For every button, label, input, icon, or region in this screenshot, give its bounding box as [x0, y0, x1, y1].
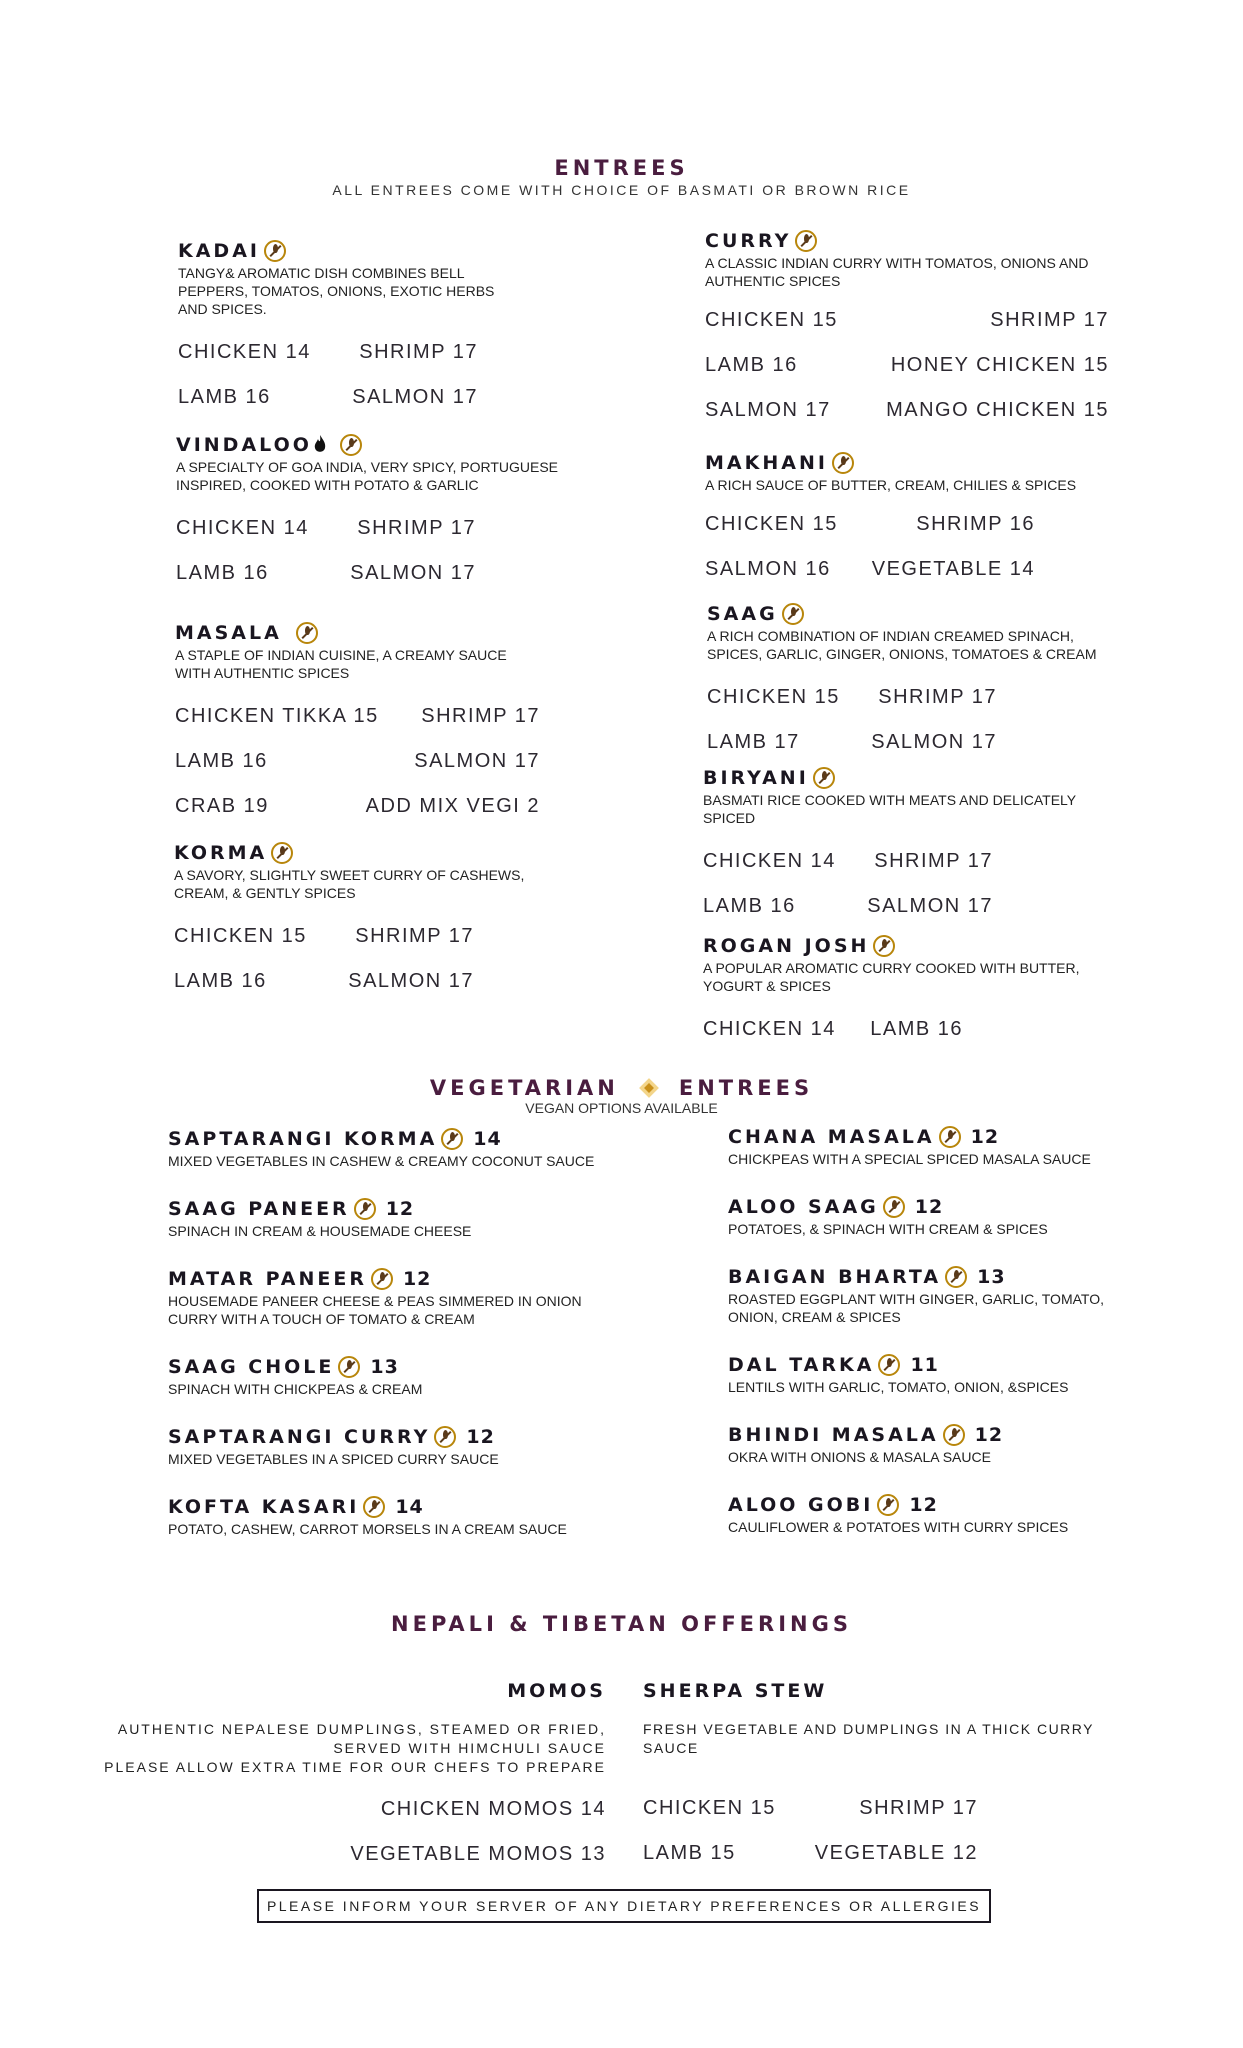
price-cell: SHRIMP 17 [990, 309, 1109, 331]
price-cell: LAMB 16 [705, 354, 798, 376]
price-cell: SHRIMP 17 [874, 850, 993, 872]
price-cell: SALMON 17 [348, 970, 474, 992]
entrees-subtitle: ALL ENTREES COME WITH CHOICE OF BASMATI OR BROWN RICE [332, 182, 911, 198]
veg-price: 14 [395, 1496, 424, 1518]
entree-saag [707, 603, 1117, 765]
price-cell: LAMB 16 [703, 895, 796, 917]
price-cell: MANGO CHICKEN 15 [886, 399, 1109, 421]
halal-badge-icon [832, 452, 854, 474]
veg-name: KOFTA KASARI [168, 1496, 360, 1518]
momos-desc-line: AUTHENTIC NEPALESE DUMPLINGS, STEAMED OR FRIED, [117, 1721, 606, 1737]
price-cell: CHICKEN 14 [178, 341, 311, 363]
price-cell: HONEY CHICKEN 15 [890, 354, 1109, 376]
price-cell: CHICKEN 14 [703, 1018, 836, 1040]
price-cell: SALMON 17 [705, 399, 831, 421]
vegetarian-title-left: VEGETARIAN [429, 1076, 619, 1100]
halal-badge-icon [943, 1424, 965, 1446]
halal-badge-icon [883, 1196, 905, 1218]
price-cell: CHICKEN 15 [705, 309, 838, 331]
sherpa-stew-name: SHERPA STEW [643, 1680, 828, 1702]
entree-desc: A RICH COMBINATION OF INDIAN CREAMED SPINACH, SPICES, GARLIC, GINGER, ONIONS, TOMATOES & CREAM [707, 628, 1097, 662]
price-cell: SHRIMP 17 [878, 686, 997, 708]
entree-desc: A POPULAR AROMATIC CURRY COOKED WITH BUTTER, YOGURT & SPICES [703, 960, 1080, 994]
entree-name: SAAG [707, 603, 778, 625]
price-cell: LAMB 15 [643, 1842, 736, 1864]
price-cell: SALMON 17 [350, 562, 476, 584]
entree-korma [174, 842, 544, 1004]
price-cell: VEGETABLE 12 [814, 1842, 978, 1864]
veg-name: SAAG PANEER [168, 1198, 350, 1220]
veg-desc: SPINACH WITH CHICKPEAS & CREAM [168, 1381, 423, 1397]
veg-name: ALOO GOBI [728, 1494, 874, 1516]
halal-badge-icon [795, 230, 817, 252]
veg-name: SAPTARANGI CURRY [168, 1426, 431, 1448]
price-cell: CHICKEN TIKKA 15 [175, 705, 379, 727]
momos-desc-line: PLEASE ALLOW EXTRA TIME FOR OUR CHEFS TO PREPARE [104, 1759, 606, 1775]
veg-desc: CAULIFLOWER & POTATOES WITH CURRY SPICES [728, 1519, 1069, 1535]
entree-name: MAKHANI [705, 452, 828, 474]
veg-price: 12 [970, 1126, 1000, 1148]
price-cell: CHICKEN 15 [643, 1797, 776, 1819]
veg-item [168, 1356, 628, 1398]
halal-badge-icon [813, 767, 835, 789]
veg-item [728, 1494, 1138, 1536]
price-cell: CHICKEN MOMOS 14 [380, 1798, 606, 1820]
entree-desc: TANGY& AROMATIC DISH COMBINES BELL PEPPERS, TOMATOS, ONIONS, EXOTIC HERBS AND SPICES. [178, 265, 495, 317]
veg-desc: HOUSEMADE PANEER CHEESE & PEAS SIMMERED IN ONION CURRY WITH A TOUCH OF TOMATO & CREAM [168, 1293, 582, 1327]
veg-price: 12 [914, 1196, 944, 1218]
veg-price: 14 [473, 1128, 502, 1150]
halal-badge-icon [338, 1356, 360, 1378]
price-cell: CHICKEN 14 [703, 850, 836, 872]
entree-desc: A RICH SAUCE OF BUTTER, CREAM, CHILIES & SPICES [705, 477, 1077, 493]
entree-masala [175, 622, 545, 829]
veg-name: BAIGAN BHARTA [728, 1266, 942, 1288]
veg-desc: LENTILS WITH GARLIC, TOMATO, ONION, &SPICES [728, 1379, 1069, 1395]
halal-badge-icon [371, 1268, 393, 1290]
veg-price: 13 [977, 1266, 1006, 1288]
halal-badge-icon [296, 622, 318, 644]
entree-name: KORMA [174, 842, 268, 864]
price-cell: SHRIMP 17 [359, 341, 478, 363]
entree-name: ROGAN JOSH [703, 935, 870, 957]
halal-badge-icon [939, 1126, 961, 1148]
vegetarian-subtitle: VEGAN OPTIONS AVAILABLE [525, 1100, 718, 1116]
veg-item [168, 1268, 608, 1328]
halal-badge-icon [945, 1266, 967, 1288]
veg-name: BHINDI MASALA [728, 1424, 939, 1446]
veg-desc: MIXED VEGETABLES IN CASHEW & CREAMY COCONUT SAUCE [168, 1153, 595, 1169]
entree-desc: BASMATI RICE COOKED WITH MEATS AND DELICATELY SPICED [703, 792, 1076, 826]
veg-desc: POTATO, CASHEW, CARROT MORSELS IN A CREAM SAUCE [168, 1521, 567, 1537]
veg-price: 13 [370, 1356, 399, 1378]
veg-item [168, 1128, 628, 1170]
price-cell: LAMB 16 [174, 970, 267, 992]
veg-item [168, 1426, 628, 1468]
halal-badge-icon [877, 1494, 899, 1516]
veg-desc: ROASTED EGGPLANT WITH GINGER, GARLIC, TOMATO, ONION, CREAM & SPICES [728, 1291, 1104, 1325]
entree-desc: A SPECIALTY OF GOA INDIA, VERY SPICY, PORTUGUESE INSPIRED, COOKED WITH POTATO & GARLIC [176, 459, 559, 493]
price-cell: LAMB 16 [178, 386, 271, 408]
entree-curry [705, 230, 1115, 433]
halal-badge-icon [441, 1128, 463, 1150]
price-cell: ADD MIX VEGI 2 [365, 795, 540, 817]
halal-badge-icon [873, 935, 895, 957]
price-cell: VEGETABLE 14 [871, 558, 1035, 580]
veg-name: MATAR PANEER [168, 1268, 367, 1290]
veg-price: 12 [909, 1494, 938, 1516]
entree-name: VINDALOO [176, 434, 312, 456]
halal-badge-icon [340, 434, 362, 456]
entree-makhani [705, 452, 1115, 592]
veg-desc: SPINACH IN CREAM & HOUSEMADE CHEESE [168, 1223, 472, 1239]
veg-name: CHANA MASALA [728, 1126, 935, 1148]
veg-price: 12 [402, 1268, 432, 1290]
price-cell: SHRIMP 17 [357, 517, 476, 539]
veg-desc: OKRA WITH ONIONS & MASALA SAUCE [728, 1449, 991, 1465]
price-cell: SALMON 17 [867, 895, 993, 917]
price-cell: SALMON 17 [871, 731, 997, 753]
veg-desc: POTATOES, & SPINACH WITH CREAM & SPICES [728, 1221, 1048, 1237]
veg-name: SAPTARANGI KORMA [168, 1128, 438, 1150]
momos-desc-line: SERVED WITH HIMCHULI SAUCE [333, 1740, 606, 1756]
momos-name: MOMOS [507, 1680, 606, 1702]
halal-badge-icon [264, 240, 286, 262]
veg-item [728, 1354, 1138, 1396]
price-cell: LAMB 16 [176, 562, 269, 584]
entree-desc: A STAPLE OF INDIAN CUISINE, A CREAMY SAUCE WITH AUTHENTIC SPICES [175, 647, 507, 681]
sherpa-stew-section [643, 1680, 1123, 1876]
entree-name: CURRY [705, 230, 792, 252]
entree-desc: A SAVORY, SLIGHTLY SWEET CURRY OF CASHEWS, CREAM, & GENTLY SPICES [174, 867, 525, 901]
momos-section [60, 1680, 606, 1877]
entree-biryani [703, 767, 1113, 929]
diamond-icon [637, 1076, 661, 1100]
entree-kadai [178, 240, 518, 420]
veg-price: 12 [466, 1426, 495, 1448]
entree-vindaloo [176, 434, 576, 596]
veg-item [168, 1198, 628, 1240]
veg-item [728, 1196, 1138, 1238]
halal-badge-icon [363, 1496, 385, 1518]
price-cell: SHRIMP 17 [421, 705, 540, 727]
entree-name: KADAI [178, 240, 260, 262]
vegetarian-title [0, 1076, 1243, 1100]
veg-item [728, 1424, 1138, 1466]
halal-badge-icon [354, 1198, 376, 1220]
entrees-title: ENTREES [554, 156, 689, 180]
veg-desc: MIXED VEGETABLES IN A SPICED CURRY SAUCE [168, 1451, 499, 1467]
veg-name: SAAG CHOLE [168, 1356, 335, 1378]
entree-desc: A CLASSIC INDIAN CURRY WITH TOMATOS, ONIONS AND AUTHENTIC SPICES [705, 255, 1089, 289]
veg-price: 11 [910, 1354, 939, 1376]
price-cell: SHRIMP 17 [859, 1797, 978, 1819]
price-cell: VEGETABLE MOMOS 13 [350, 1843, 606, 1865]
price-cell: CHICKEN 15 [707, 686, 840, 708]
sherpa-stew-desc: FRESH VEGETABLE AND DUMPLINGS IN A THICK CURRY SAUCE [643, 1721, 1094, 1756]
price-cell: CHICKEN 15 [705, 513, 838, 535]
price-cell: LAMB 17 [707, 731, 800, 753]
dietary-notice: PLEASE INFORM YOUR SERVER OF ANY DIETARY PREFERENCES OR ALLERGIES [257, 1889, 991, 1923]
vegetarian-title-right: ENTREES [678, 1076, 814, 1100]
price-cell: LAMB 16 [870, 1018, 963, 1040]
price-cell: SHRIMP 16 [916, 513, 1035, 535]
price-cell: SHRIMP 17 [355, 925, 474, 947]
price-cell: CHICKEN 14 [176, 517, 309, 539]
price-cell: SALMON 17 [352, 386, 478, 408]
halal-badge-icon [878, 1354, 900, 1376]
veg-desc: CHICKPEAS WITH A SPECIAL SPICED MASALA SAUCE [728, 1151, 1091, 1167]
nepali-title: NEPALI & TIBETAN OFFERINGS [391, 1612, 852, 1636]
veg-name: DAL TARKA [728, 1354, 875, 1376]
price-cell: SALMON 16 [705, 558, 831, 580]
veg-price: 12 [385, 1198, 415, 1220]
veg-price: 12 [974, 1424, 1004, 1446]
price-cell: CRAB 19 [175, 795, 269, 817]
veg-item [728, 1126, 1138, 1168]
veg-item [168, 1496, 628, 1538]
halal-badge-icon [434, 1426, 456, 1448]
price-cell: CHICKEN 15 [174, 925, 307, 947]
halal-badge-icon [271, 842, 293, 864]
halal-badge-icon [782, 603, 804, 625]
entree-name: MASALA [175, 622, 282, 644]
veg-name: ALOO SAAG [728, 1196, 879, 1218]
veg-item [728, 1266, 1128, 1326]
entree-rogan-josh [703, 935, 1113, 1052]
price-cell: LAMB 16 [175, 750, 268, 772]
flame-icon [314, 435, 326, 455]
price-cell: SALMON 17 [414, 750, 540, 772]
entree-name: BIRYANI [703, 767, 809, 789]
